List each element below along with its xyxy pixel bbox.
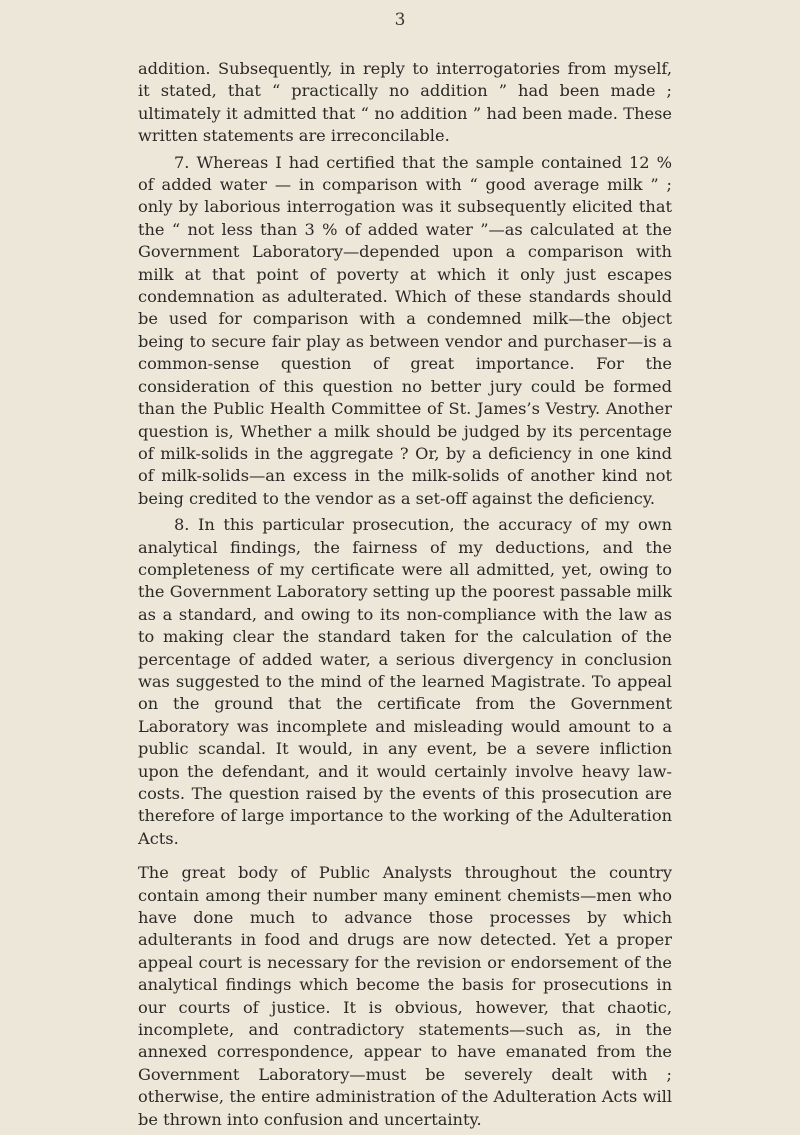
paragraph-continuation: addition. Subsequently, in reply to interrogatories from myself, it stated, that “ practically no addition ” had been made ; ultimately it admitted that “ no addition ” had been made. These written statements are irreconcilable. <box>138 59 672 146</box>
paragraph-8: 8. In this particular prosecution, the accuracy of my own analytical findings, the fairness of my deductions, and the completeness of my certificate were all admitted, yet, owing to the Government Laboratory setting up the poorest passable milk as a standard, and owing to its non-compliance with the law as to making clear the standard taken for the calculation of the percentage of added water, a serious divergency in conclusion was suggested to the mind of the learned Magistrate. To appeal on the ground that the certificate from the Government Laboratory was incomplete and misleading would amount to a public scandal. It would, in any event, be a severe infliction upon the defendant, and it would certainly involve heavy law-costs. The question raised by the events of this prosecution are therefore of large importance to the working of the Adulteration Acts. <box>138 515 672 848</box>
paragraph-7: 7. Whereas I had certified that the sample contained 12 % of added water — in comparison with “ good average milk ” ; only by laborious interrogation was it subsequently elicited that the “ not less than 3 % of added water ”—as calculated at the Government Laboratory—depended upon a comparison with milk at that point of poverty at which it only just escapes condemnation as adulterated. Which of these standards should be used for comparison with a condemned milk—the object being to secure fair play as between vendor and purchaser—is a common-sense question of great importance. For the consideration of this question no better jury could be formed than the Public Health Committee of St. James’s Vestry. Another question is, Whether a milk should be judged by its percentage of milk-solids in the aggregate ? Or, by a deficiency in one kind of milk-solids—an excess in the milk-solids of another kind not being credited to the vendor as a set-off against the deficiency. <box>138 152 672 508</box>
page-number: 3 <box>394 10 406 30</box>
paragraph-closing: The great body of Public Analysts throughout the country contain among their number many eminent chemists—men who have done much to advance those processes by which adulterants in food and drugs are now detected. Yet a proper appeal court is necessary for the revision or endorsement of the analytical findings which become the basis for prosecutions in our courts of justice. It is obvious, however, that chaotic, incomplete, and contradictory statements—such as, in the annexed correspondence, appear to have emanated from the Government Laboratory—must be severely dealt with ; otherwise, the entire administration of the Adulteration Acts will be thrown into confusion and uncertainty. <box>138 863 672 1129</box>
body-text <box>138 58 672 1135</box>
